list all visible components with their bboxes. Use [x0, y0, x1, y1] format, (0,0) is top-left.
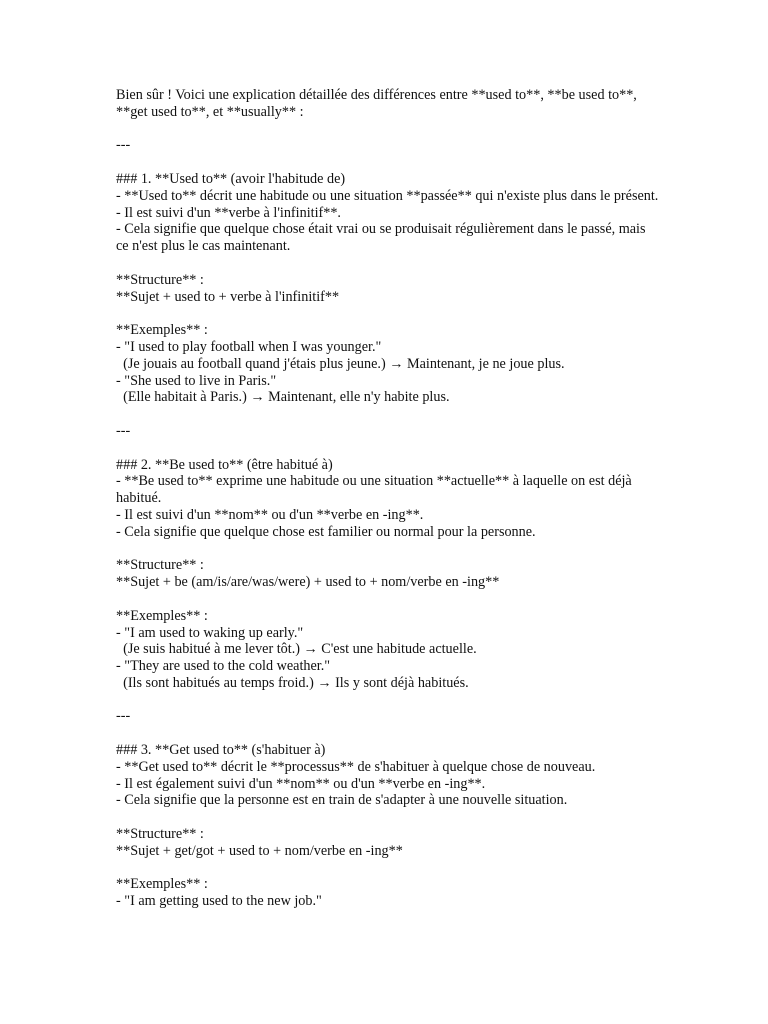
- text-line: (Elle habitait à Paris.) → Maintenant, elle n'y habite plus.: [116, 389, 450, 406]
- text-line: **Sujet + be (am/is/are/was/were) + used to + nom/verbe en -ing**: [116, 574, 500, 591]
- text-line: - **Used to** décrit une habitude ou une situation **passée** qui n'existe plus dans le présent.: [116, 187, 659, 204]
- text-line: - "I am used to waking up early.": [116, 624, 304, 641]
- text-line: - **Get used to** décrit le **processus** de s'habituer à quelque chose de nouveau.: [116, 758, 596, 775]
- text-line: - "She used to live in Paris.": [116, 372, 277, 389]
- blank-line: [116, 154, 661, 171]
- blank-line: [116, 692, 661, 709]
- blank-line: [116, 591, 661, 608]
- text-line: - Cela signifie que quelque chose était vrai ou se produisait régulièrement dans le passé, mais ce n'est plus le cas maintenant.: [116, 221, 650, 255]
- text-line: - Cela signifie que la personne est en train de s'adapter à une nouvelle situation.: [116, 792, 568, 809]
- text-line: **Exemples** :: [116, 607, 208, 624]
- text-line: (Ils sont habitués au temps froid.) → Ils y sont déjà habitués.: [116, 674, 469, 691]
- text-line: ### 1. **Used to** (avoir l'habitude de): [116, 170, 346, 187]
- blank-line: [116, 121, 661, 138]
- text-line: - Cela signifie que quelque chose est familier ou normal pour la personne.: [116, 523, 536, 540]
- text-line: ### 3. **Get used to** (s'habituer à): [116, 742, 326, 759]
- text-line: - **Be used to** exprime une habitude ou une situation **actuelle** à laquelle on est déjà habitué.: [116, 473, 636, 507]
- text-line: (Je jouais au football quand j'étais plus jeune.) → Maintenant, je ne joue plus.: [116, 355, 565, 372]
- blank-line: [116, 809, 661, 826]
- text-line: ---: [116, 422, 131, 439]
- blank-line: [116, 860, 661, 877]
- text-line: **Sujet + used to + verbe à l'infinitif**: [116, 288, 340, 305]
- document-body: [116, 87, 661, 910]
- text-line: - Il est suivi d'un **verbe à l'infinitif**.: [116, 204, 341, 221]
- text-line: (Je suis habitué à me lever tôt.) → C'est une habitude actuelle.: [116, 641, 477, 658]
- text-line: Bien sûr ! Voici une explication détaillée des différences entre **used to**, **be used to**, **get used to**, et **usually** :: [116, 87, 641, 120]
- text-line: **Exemples** :: [116, 322, 208, 339]
- text-line: **Sujet + get/got + used to + nom/verbe en -ing**: [116, 842, 403, 859]
- blank-line: [116, 440, 661, 457]
- blank-line: [116, 255, 661, 272]
- blank-line: [116, 406, 661, 423]
- text-line: ### 2. **Be used to** (être habitué à): [116, 456, 333, 473]
- text-line: **Structure** :: [116, 271, 204, 288]
- text-line: ---: [116, 708, 131, 725]
- text-line: - "They are used to the cold weather.": [116, 658, 331, 675]
- text-line: **Structure** :: [116, 826, 204, 843]
- text-line: - Il est également suivi d'un **nom** ou d'un **verbe en -ing**.: [116, 775, 486, 792]
- text-line: - Il est suivi d'un **nom** ou d'un **verbe en -ing**.: [116, 506, 424, 523]
- text-line: - "I used to play football when I was younger.": [116, 338, 382, 355]
- text-line: ---: [116, 137, 131, 154]
- blank-line: [116, 305, 661, 322]
- text-line: - "I am getting used to the new job.": [116, 893, 322, 910]
- text-line: **Exemples** :: [116, 876, 208, 893]
- blank-line: [116, 725, 661, 742]
- blank-line: [116, 541, 661, 558]
- text-line: **Structure** :: [116, 557, 204, 574]
